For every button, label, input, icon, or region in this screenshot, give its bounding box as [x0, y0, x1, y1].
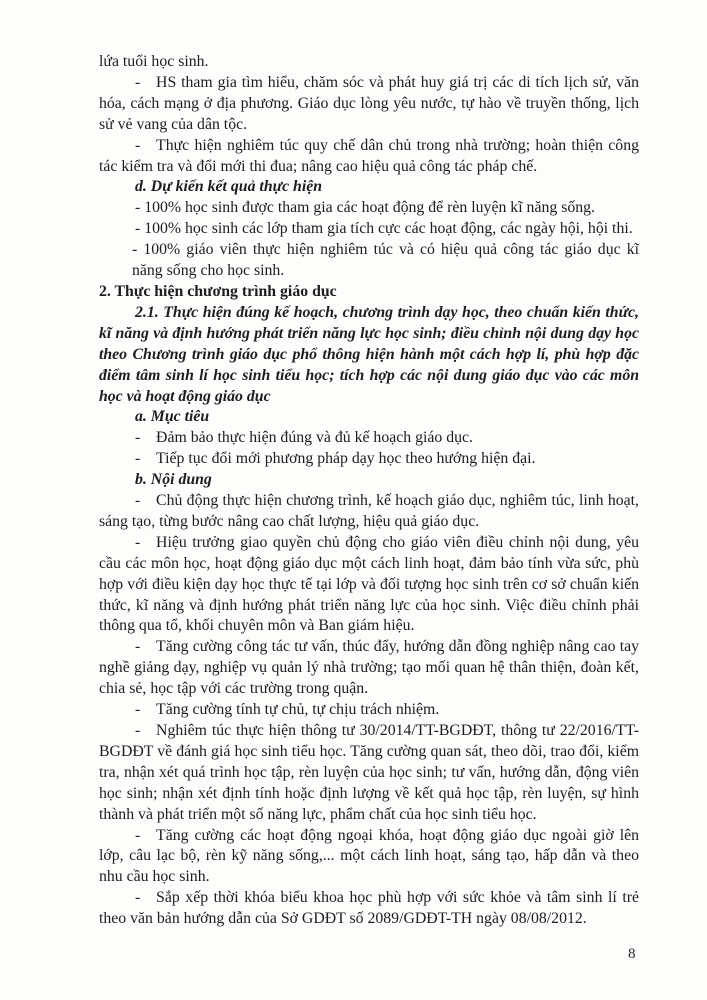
paragraph: - Tăng cường các hoạt động ngoại khóa, hoạt động giáo dục ngoài giờ lên lớp, câu lạc bộ, rèn kỹ năng sống,... một cách linh hoạt, sáng tạo, hấp dẫn và theo nhu cầu học sinh. [99, 826, 639, 886]
paragraph: - Sắp xếp thời khóa biểu khoa học phù hợp với sức khỏe và tâm sinh lí trẻ theo văn bản hướng dẫn của Sở GDĐT số 2089/GDĐT-TH ngày 08/08/2012. [99, 889, 639, 928]
paragraph: - Tăng cường công tác tư vấn, thúc đẩy, hướng dẫn đồng nghiệp nâng cao tay nghề giảng dạy, nghiệp vụ quản lý nhà trường; tạo mối quan hệ thân thiện, đoàn kết, chia sẻ, học tập với các trường trong quận. [99, 638, 639, 698]
paragraph: - Đảm bảo thực hiện đúng và đủ kế hoạch giáo dục. [135, 429, 474, 447]
document-body [99, 52, 639, 930]
paragraph: - Hiệu trưởng giao quyền chủ động cho giáo viên điều chỉnh nội dung, yêu cầu các môn học, hoạt động giáo dục một cách linh hoạt, đảm bảo tính vừa sức, phù hợp với điều kiện dạy học thực tế tại lớp và đối tượng học sinh trên cơ sở chuẩn kiến thức, kĩ năng và định hướng phát triển năng lực của học sinh. Việc điều chỉnh phải thông qua tổ, khối chuyên môn và Ban giám hiệu. [99, 533, 639, 635]
section-heading: b. Nội dung [135, 471, 212, 489]
paragraph: lứa tuổi học sinh. [99, 53, 209, 70]
paragraph: - 100% học sinh các lớp tham gia tích cực các hoạt động, các ngày hội, hội thi. [135, 220, 633, 238]
paragraph: - Nghiêm túc thực hiện thông tư 30/2014/TT-BGDĐT, thông tư 22/2016/TT-BGDĐT về đánh giá học sinh tiểu học. Tăng cường quan sát, theo dõi, trao đổi, kiểm tra, nhận xét quá trình học tập, rèn luyện của học sinh; tư vấn, hướng dẫn, động viên học sinh; nhận xét định tính hoặc định lượng về kết quả học tập, rèn luyện, sự hình thành và phát triển một số năng lực, phẩm chất của học sinh tiểu học. [99, 722, 639, 823]
paragraph: - Chủ động thực hiện chương trình, kế hoạch giáo dục, nghiêm túc, linh hoạt, sáng tạo, từng bước nâng cao chất lượng, hiệu quả giáo dục. [99, 492, 639, 530]
section-heading: a. Mục tiêu [135, 408, 210, 426]
page-number: 8 [628, 946, 636, 962]
paragraph: - HS tham gia tìm hiểu, chăm sóc và phát huy giá trị các di tích lịch sử, văn hóa, cách mạng ở địa phương. Giáo dục lòng yêu nước, tự hào về truyền thống, lịch sử vẻ vang của dân tộc. [99, 73, 639, 133]
paragraph: 2.1. Thực hiện đúng kế hoạch, chương trình dạy học, theo chuẩn kiến thức, kĩ năng và định hướng phát triển năng lực học sinh; điều chỉnh nội dung dạy học theo Chương trình giáo dục phổ thông hiện hành một cách hợp lí, phù hợp đặc điểm tâm sinh lí học sinh tiểu học; tích hợp các nội dung giáo dục vào các môn học và hoạt động giáo dục [99, 303, 639, 405]
paragraph: - 100% học sinh được tham gia các hoạt động để rèn luyện kĩ năng sống. [135, 199, 595, 217]
paragraph: - Tăng cường tính tự chủ, tự chịu trách nhiệm. [135, 701, 440, 719]
paragraph: - Tiếp tục đổi mới phương pháp dạy học theo hướng hiện đại. [135, 450, 536, 468]
paragraph: - 100% giáo viên thực hiện nghiêm túc và có hiệu quả công tác giáo dục kĩ năng sống cho học sinh. [132, 241, 639, 280]
section-heading: 2. Thực hiện chương trình giáo dục [99, 282, 337, 300]
paragraph: - Thực hiện nghiêm túc quy chế dân chủ trong nhà trường; hoàn thiện công tác kiểm tra và đổi mới thi đua; nâng cao hiệu quả công tác pháp chế. [99, 136, 639, 175]
section-heading: d. Dự kiến kết quả thực hiện [135, 178, 323, 196]
